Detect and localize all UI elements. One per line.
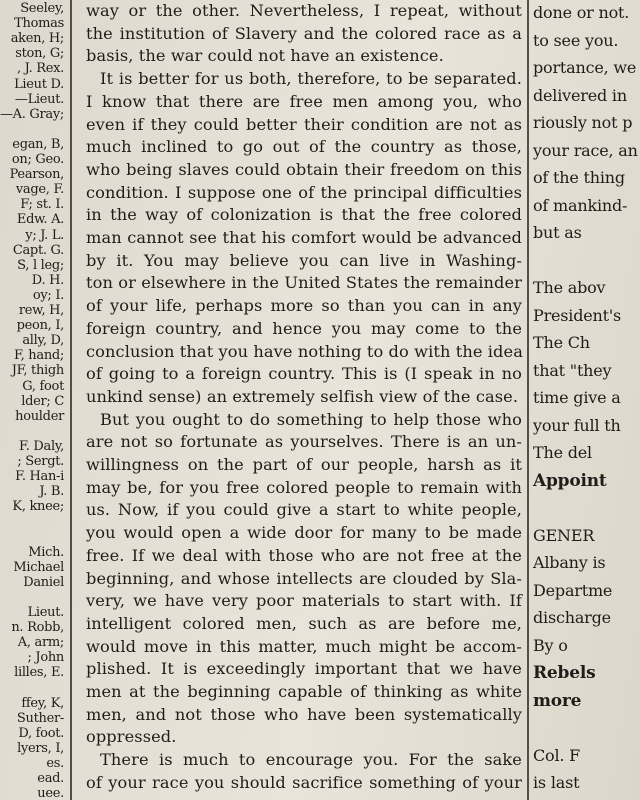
right-column-line: The Ch bbox=[533, 333, 590, 352]
article-line: by it. You may believe you can live in Washing- bbox=[86, 250, 522, 270]
right-column-line: Departme bbox=[533, 580, 613, 600]
left-column-line: lyers, I, bbox=[17, 740, 64, 756]
left-column-line: lilles, E. bbox=[14, 665, 64, 681]
right-column-line: GENER bbox=[533, 525, 595, 545]
left-column-line: —A. Gray; bbox=[0, 106, 64, 122]
left-column-line: rew, H, bbox=[18, 303, 64, 318]
left-column-line: Pearson, bbox=[9, 167, 64, 183]
article-line: foreign country, and hence you may come to the bbox=[86, 318, 522, 338]
article-line: us. Now, if you could give a start to white people, bbox=[86, 500, 522, 520]
right-column-line: portance, we bbox=[533, 58, 637, 77]
right-column-line: that "they bbox=[533, 360, 612, 380]
right-column-line: your race, an bbox=[533, 140, 638, 160]
article-line: of your race you should sacrifice something of your bbox=[86, 772, 522, 792]
right-column-line: Col. F bbox=[533, 745, 581, 765]
article-line: even if they could better their condition are not as bbox=[86, 114, 522, 134]
right-column-line: to see you. bbox=[533, 30, 619, 50]
left-column-line: on; Geo. bbox=[11, 152, 64, 167]
article-line: the institution of Slavery and the colored race as a bbox=[86, 23, 522, 43]
right-column-line: delivered in bbox=[533, 85, 627, 105]
left-column-line: Daniel bbox=[23, 574, 64, 590]
article-line: may be, for you free colored people to remain with bbox=[86, 477, 522, 497]
right-column-line: more bbox=[533, 690, 582, 711]
article-line: who being slaves could obtain their freedom on this bbox=[86, 159, 522, 179]
right-column-line: Appoint bbox=[533, 470, 607, 491]
article-line: plished. It is exceedingly important that we have bbox=[86, 659, 522, 679]
article-line: of going to a foreign country. This is (I speak in no bbox=[86, 364, 522, 384]
left-column-line: JF, thigh bbox=[11, 363, 64, 379]
left-column-line: Lieut. bbox=[27, 605, 64, 620]
right-column-line: your full th bbox=[533, 415, 621, 435]
article-line: are not so fortunate as yourselves. There is an un- bbox=[86, 432, 522, 452]
article-line: men, and not those who have been systematically bbox=[86, 704, 522, 724]
right-column-line: Rebels bbox=[533, 663, 596, 683]
left-column-line: egan, B, bbox=[12, 136, 64, 152]
left-column-line: —Lieut. bbox=[14, 91, 64, 107]
left-column-line: uee. bbox=[37, 786, 64, 800]
right-column-line: discharge bbox=[533, 608, 611, 627]
article-line: ton or elsewhere in the United States the remainder bbox=[86, 273, 522, 293]
left-column-line: D, foot. bbox=[18, 725, 64, 741]
right-column-line: The abov bbox=[533, 278, 606, 297]
left-column-line: ally, D, bbox=[22, 333, 64, 349]
article-line: free. If we deal with those who are not free at the bbox=[86, 545, 522, 565]
left-column-line: F. Han-i bbox=[15, 469, 64, 485]
left-column-line: Capt. G. bbox=[12, 242, 64, 258]
left-column-line: A, arm; bbox=[17, 635, 64, 651]
left-column-line: Lieut D. bbox=[14, 76, 64, 92]
left-column-line: es. bbox=[46, 756, 64, 771]
article-line: unkind sense) an extremely selfish view of the case. bbox=[86, 386, 519, 406]
article-line: very, we have very poor materials to start with. If bbox=[86, 591, 522, 611]
left-column-line: peon, I, bbox=[16, 318, 64, 334]
right-column-line: but as bbox=[533, 223, 582, 242]
article-line: conclusion that you have nothing to do with the idea bbox=[86, 341, 523, 361]
left-column-line: ; John bbox=[27, 650, 64, 666]
left-column-line: S, l leg; bbox=[17, 257, 64, 273]
right-column-line: of mankind- bbox=[533, 195, 628, 215]
article-line: intelligent colored men, such as are before me, bbox=[86, 613, 522, 633]
left-column-line: y; J. L. bbox=[25, 227, 64, 243]
left-column-line: Seeley, bbox=[20, 1, 64, 16]
article-line: of your life, perhaps more so than you can in any bbox=[86, 296, 522, 316]
article-line: oppressed. bbox=[86, 727, 177, 747]
left-column-line: ston, G; bbox=[15, 46, 64, 62]
right-column-fragment bbox=[531, 0, 640, 800]
article-line: man cannot see that his comfort would be advanced bbox=[86, 228, 522, 247]
left-column-line: D. H. bbox=[31, 272, 64, 288]
left-column-line: F. Daly, bbox=[19, 438, 64, 454]
article-line: But you ought to do something to help those who bbox=[100, 409, 522, 429]
left-column-line: aken, H; bbox=[10, 31, 64, 47]
left-column-line: houlder bbox=[15, 408, 64, 424]
left-column-line: G, foot bbox=[22, 378, 64, 394]
left-column-line: F, hand; bbox=[13, 348, 64, 364]
left-column-line: ffey, K, bbox=[21, 695, 64, 711]
left-column-line: J. B. bbox=[39, 484, 64, 500]
article-line: you would open a wide door for many to be made bbox=[86, 523, 522, 543]
column-rule-right bbox=[527, 0, 529, 800]
left-column-line: vage, F. bbox=[15, 182, 64, 198]
right-column-line: President's bbox=[533, 305, 622, 325]
left-column-line: lder; C bbox=[21, 393, 64, 409]
article-line: would move in this matter, much might be accom- bbox=[86, 636, 522, 656]
article-line: much inclined to go out of the country as those, bbox=[86, 137, 522, 157]
right-column-line: done or not. bbox=[533, 3, 630, 22]
article-line: way or the other. Nevertheless, I repeat, without bbox=[86, 1, 522, 20]
article-line: men at the beginning capable of thinking as white bbox=[86, 682, 522, 701]
article-line: condition. I suppose one of the principal difficulties bbox=[86, 182, 522, 202]
left-column-line: , J. Rex. bbox=[17, 61, 64, 77]
left-column-line: K, knee; bbox=[12, 499, 64, 515]
column-rule-left bbox=[70, 0, 72, 800]
left-column-line: Edw. A. bbox=[16, 212, 64, 228]
left-column-line: oy; I. bbox=[32, 287, 64, 303]
right-column-line: riously not p bbox=[533, 113, 633, 132]
right-column-line: By o bbox=[533, 635, 568, 655]
left-column-line: n. Robb, bbox=[11, 620, 64, 636]
left-column-line: F; st. I. bbox=[20, 197, 64, 213]
right-column-line: Albany is bbox=[533, 553, 606, 572]
article-line: It is better for us both, therefore, to be separated. bbox=[100, 69, 522, 89]
left-column-line: ead. bbox=[37, 771, 64, 787]
article-line: in the way of colonization is that the free colored bbox=[86, 205, 522, 225]
article-line: There is much to encourage you. For the sake bbox=[100, 750, 522, 770]
right-column-line: time give a bbox=[533, 388, 621, 407]
article-line: beginning, and whose intellects are clouded by Sla- bbox=[86, 568, 522, 588]
article-line: I know that there are free men among you, who bbox=[86, 91, 522, 111]
left-column-line: Suther- bbox=[16, 710, 64, 726]
right-column-line: of the thing bbox=[533, 168, 625, 187]
right-column-line: is last bbox=[533, 773, 580, 792]
center-article-column bbox=[78, 0, 530, 800]
left-column-line: Michael bbox=[13, 559, 64, 575]
right-column-line: The del bbox=[533, 443, 592, 462]
left-column-line: Thomas bbox=[14, 16, 64, 32]
left-column-fragment bbox=[0, 0, 66, 800]
left-column-line: ; Sergt. bbox=[17, 454, 64, 469]
article-line: willingness on the part of our people, harsh as it bbox=[86, 455, 522, 474]
article-line: basis, the war could not have an existence. bbox=[86, 46, 444, 66]
left-column-line: Mich. bbox=[28, 544, 64, 560]
